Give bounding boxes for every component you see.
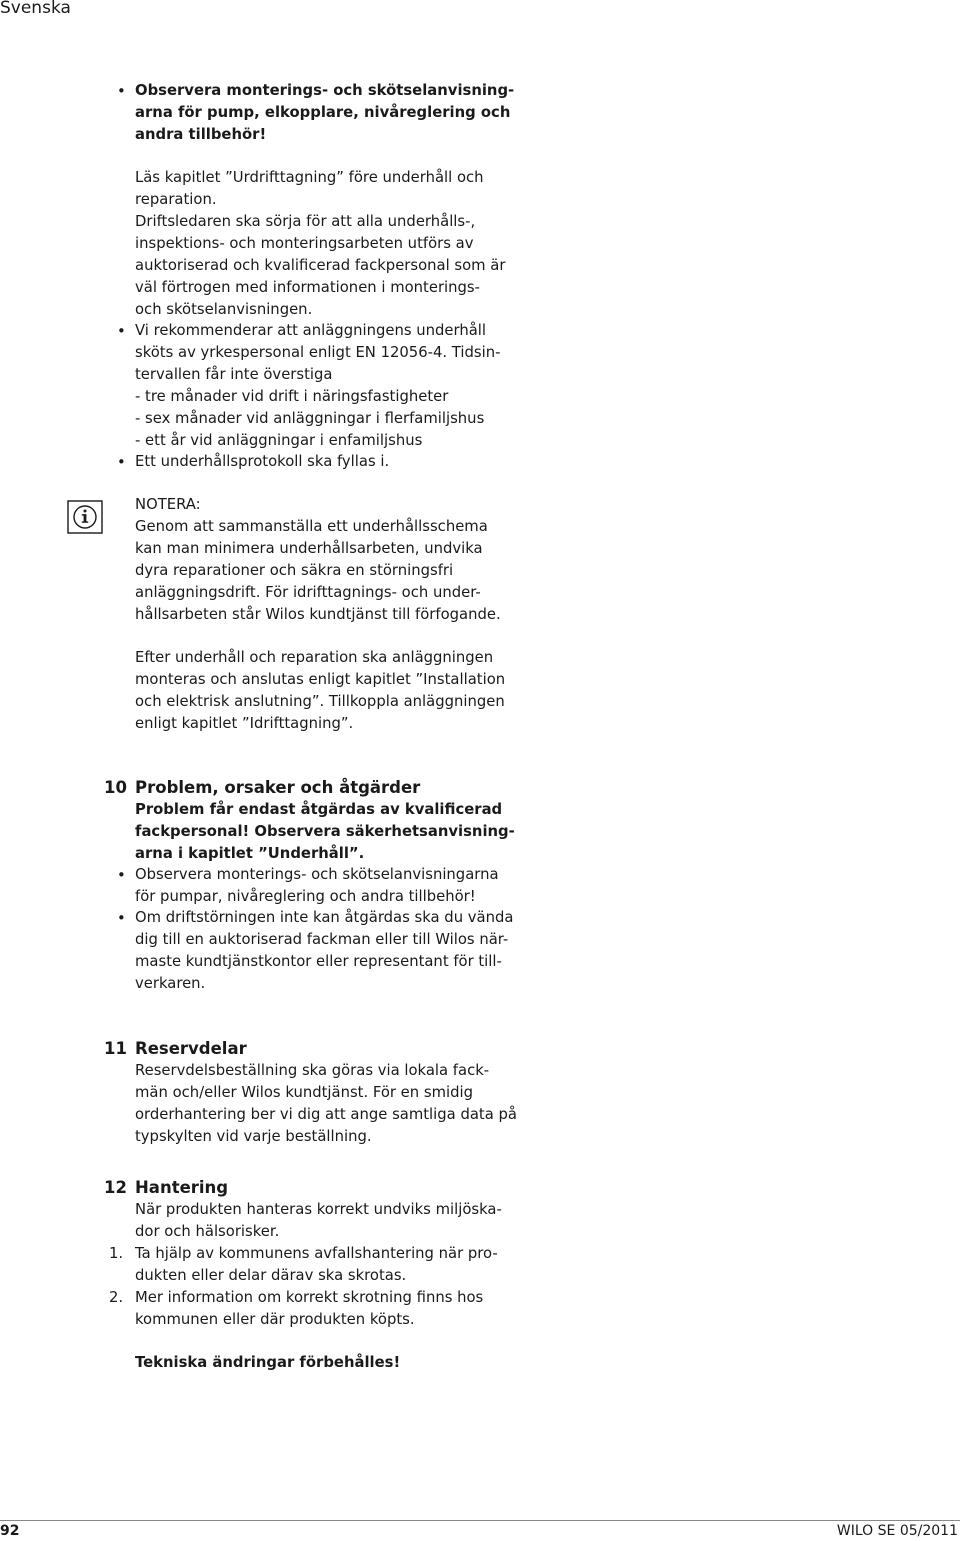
paragraph-line: orderhantering ber vi dig att ange samtliga data på xyxy=(135,1106,517,1123)
section-warning-line: arna i kapitlet ”Underhåll”. xyxy=(135,845,365,862)
bullet-line: för pumpar, nivåreglering och andra tillbehör! xyxy=(135,888,476,905)
after-line: Efter underhåll och reparation ska anläggningen xyxy=(135,649,494,666)
page-number: 92 xyxy=(0,1523,20,1539)
paragraph-line: Driftsledaren ska sörja för att alla underhålls-, xyxy=(135,213,476,230)
bullet-marker: • xyxy=(117,83,126,100)
section-heading: Problem, orsaker och åtgärder xyxy=(135,778,421,797)
info-icon xyxy=(67,500,103,534)
warning-line: Observera monterings- och skötselanvisning- xyxy=(135,82,515,99)
note-line: anläggningsdrift. För idrifttagnings- och under- xyxy=(135,584,481,601)
list-item-line: kommunen eller där produkten köpts. xyxy=(135,1311,415,1328)
paragraph-line: dor och hälsorisker. xyxy=(135,1223,280,1240)
paragraph-line: väl förtrogen med informationen i monterings- xyxy=(135,279,480,296)
section-heading: Reservdelar xyxy=(135,1039,247,1058)
interval-item: - sex månader vid anläggningar i flerfamiljshus xyxy=(135,410,485,427)
list-item-line: Mer information om korrekt skrotning finns hos xyxy=(135,1289,484,1306)
list-number: 2. xyxy=(109,1289,124,1306)
after-line: och elektrisk anslutning”. Tillkoppla anläggningen xyxy=(135,693,505,710)
bullet-line: Observera monterings- och skötselanvisningarna xyxy=(135,866,499,883)
after-line: monteras och anslutas enligt kapitlet ”Installation xyxy=(135,671,506,688)
section-number: 10 xyxy=(104,778,127,797)
paragraph-line: auktoriserad och kvalificerad fackpersonal som är xyxy=(135,257,506,274)
paragraph-line: reparation. xyxy=(135,191,217,208)
recommendation-line: Vi rekommenderar att anläggningens underhåll xyxy=(135,322,486,339)
bullet-marker: • xyxy=(117,867,126,884)
note-line: Genom att sammanställa ett underhållsschema xyxy=(135,518,488,535)
bullet-marker: • xyxy=(117,323,126,340)
paragraph-line: typskylten vid varje beställning. xyxy=(135,1128,372,1145)
bullet-marker: • xyxy=(117,454,126,471)
warning-line: andra tillbehör! xyxy=(135,126,267,143)
bullet-line: Om driftstörningen inte kan åtgärdas ska du vända xyxy=(135,909,514,926)
section-warning-line: fackpersonal! Observera säkerhetsanvisning- xyxy=(135,823,515,840)
note-label: NOTERA: xyxy=(135,496,201,513)
bullet-line: maste kundtjänstkontor eller representant för till- xyxy=(135,953,502,970)
note-line: kan man minimera underhållsarbeten, undvika xyxy=(135,540,483,557)
footer-rule xyxy=(0,1520,960,1521)
bullet-line: verkaren. xyxy=(135,975,206,992)
language-label: Svenska xyxy=(0,0,71,18)
company-edition: WILO SE 05/2011 xyxy=(836,1523,958,1539)
warning-line: arna för pump, elkopplare, nivåreglering och xyxy=(135,104,511,121)
bullet-line: dig till en auktoriserad fackman eller till Wilos när- xyxy=(135,931,509,948)
section-number: 12 xyxy=(104,1178,127,1197)
protocol-line: Ett underhållsprotokoll ska fyllas i. xyxy=(135,453,390,470)
section-number: 11 xyxy=(104,1039,127,1058)
paragraph-line: män och/eller Wilos kundtjänst. För en smidig xyxy=(135,1084,474,1101)
paragraph-line: Läs kapitlet ”Urdrifttagning” före underhåll och xyxy=(135,169,484,186)
note-line: hållsarbeten står Wilos kundtjänst till förfogande. xyxy=(135,606,501,623)
list-number: 1. xyxy=(109,1245,124,1262)
section-heading: Hantering xyxy=(135,1178,229,1197)
recommendation-line: tervallen får inte överstiga xyxy=(135,366,333,383)
interval-item: - ett år vid anläggningar i enfamiljshus xyxy=(135,432,423,449)
closing-note: Tekniska ändringar förbehålles! xyxy=(135,1354,401,1371)
paragraph-line: inspektions- och monteringsarbeten utförs av xyxy=(135,235,474,252)
paragraph-line: Reservdelsbeställning ska göras via lokala fack- xyxy=(135,1062,490,1079)
after-line: enligt kapitlet ”Idrifttagning”. xyxy=(135,715,354,732)
paragraph-line: och skötselanvisningen. xyxy=(135,301,313,318)
list-item-line: Ta hjälp av kommunens avfallshantering när pro- xyxy=(135,1245,498,1262)
bullet-marker: • xyxy=(117,910,126,927)
recommendation-line: sköts av yrkespersonal enligt EN 12056-4. Tidsin- xyxy=(135,344,501,361)
list-item-line: dukten eller delar därav ska skrotas. xyxy=(135,1267,407,1284)
section-warning-line: Problem får endast åtgärdas av kvalificerad xyxy=(135,801,503,818)
note-line: dyra reparationer och säkra en störningsfri xyxy=(135,562,454,579)
paragraph-line: När produkten hanteras korrekt undviks miljöska- xyxy=(135,1201,502,1218)
interval-item: - tre månader vid drift i näringsfastigheter xyxy=(135,388,449,405)
